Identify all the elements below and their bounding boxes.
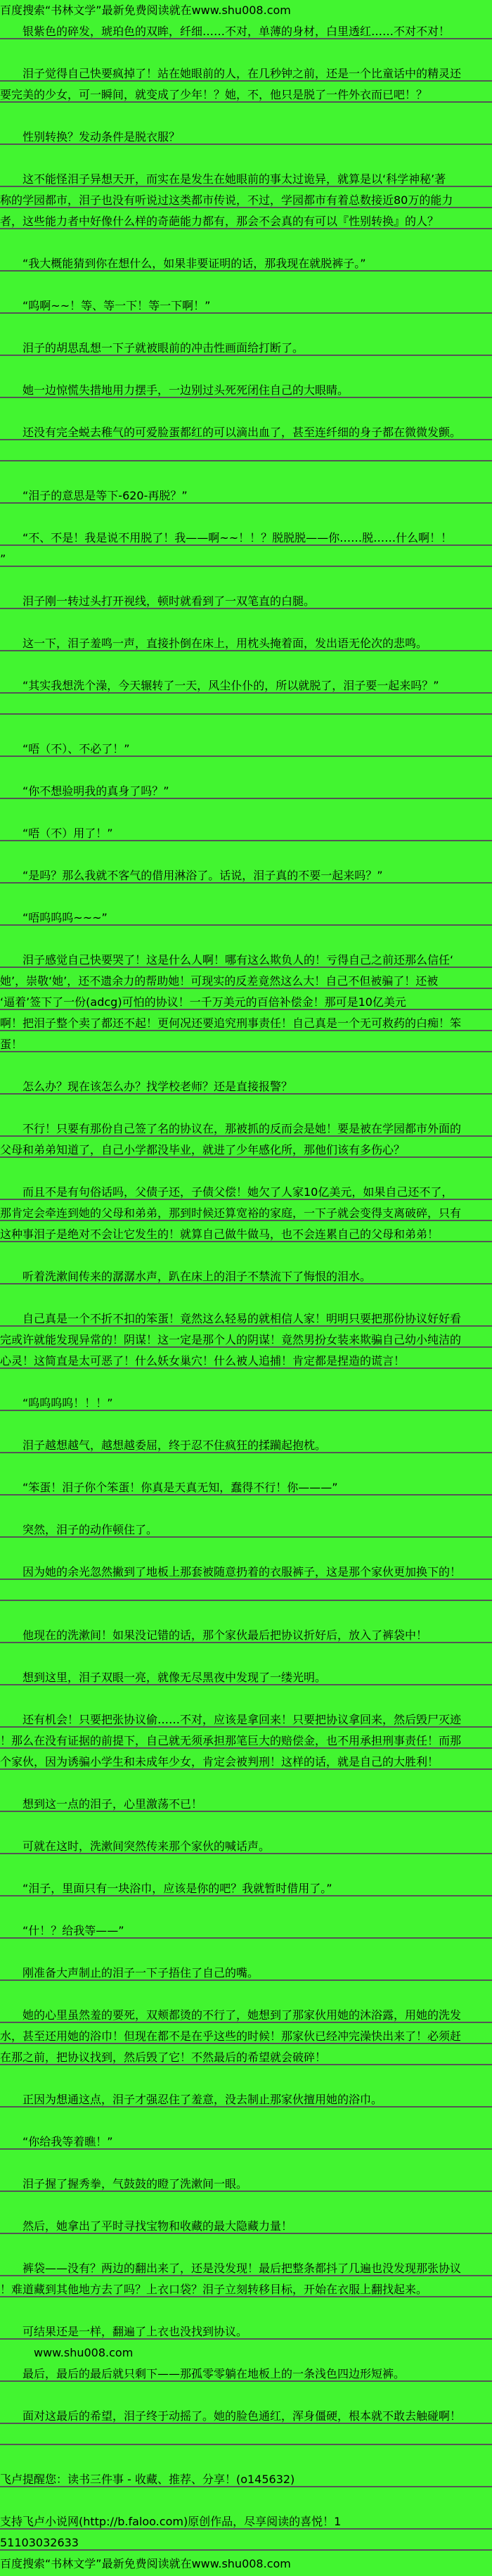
footer-support-line: 51103032633 xyxy=(0,2532,492,2553)
blank-line xyxy=(0,359,492,380)
blank-line xyxy=(0,570,492,591)
text-line: 者，这些能力者中好像什么样的奇葩能力都有，那会不会真的有可以『性别转换』的人？ xyxy=(0,211,492,232)
text-line: 还没有完全蜕去稚气的可爱脸蛋都红的可以滴出血了，甚至连纤细的身子都在微微发颤。 xyxy=(0,422,492,443)
blank-line xyxy=(0,1773,492,1794)
text-line: 不行！只要有那份自己签了名的协议在，那被抓的反而会是她！要是被在学园都市外面的 xyxy=(0,1118,492,1140)
text-line: 要完美的少女，可一瞬间，就变成了少年！？她，不，他只是脱了一件外衣而已吧！？ xyxy=(0,84,492,106)
text-line: 可就在这时，洗漱间突然传来那个家伙的喊话声。 xyxy=(0,1836,492,1857)
text-line: 个家伙，因为诱骗小学生和未成年少女，肯定会被判刑！这样的话，就是自己的大胜利！ xyxy=(0,1752,492,1773)
text-line: 听着洗漱间传来的潺潺水声，趴在床上的泪子不禁流下了悔恨的泪水。 xyxy=(0,1266,492,1287)
text-line: 还有机会！只要把张协议偷……不对，应该是拿回来！只要把协议拿回来，然后毁尸灭迹 xyxy=(0,1709,492,1730)
blank-line xyxy=(0,1498,492,1519)
text-line: “泪子的意思是等下-620-再脱？” xyxy=(0,485,492,506)
text-line: 啊！把泪子整个卖了都还不起！更何况还要追究刑事责任！自己真是一个无可救药的白痴！笨 xyxy=(0,1013,492,1034)
blank-line xyxy=(0,2300,492,2321)
text-line: ” xyxy=(0,549,492,570)
blank-line xyxy=(0,1815,492,1836)
text-line: 她’，崇敬‘她’，还不遗余力的帮助她！可现实的反差竟然这么大！自己不但被骗了！还被 xyxy=(0,971,492,992)
blank-line xyxy=(0,2110,492,2131)
blank-line xyxy=(0,2068,492,2089)
blank-line xyxy=(0,106,492,127)
text-line: “是吗？那么我就不客气的借用淋浴了。话说，泪子真的不要一起来吗？” xyxy=(0,865,492,886)
text-line: 他现在的洗漱间！如果没记错的话，那个家伙最后把协议折好后，放入了裤袋中！ xyxy=(0,1625,492,1646)
text-line: 泪子感觉自己快要哭了！这是什么人啊！哪有这么欺负人的！亏得自己之前还那么信任‘ xyxy=(0,950,492,971)
text-line: “其实我想洗个澡，今天辗转了一天，风尘仆仆的，所以就脱了，泪子要一起来吗？” xyxy=(0,675,492,696)
blank-line xyxy=(0,654,492,675)
blank-line xyxy=(0,1646,492,1667)
blank-line xyxy=(0,42,492,63)
text-line: 她的心里虽然羞的要死，双颊都烫的不行了，她想到了那家伙用她的沐浴露，用她的洗发 xyxy=(0,2005,492,2026)
blank-line xyxy=(0,2448,492,2469)
text-line: 称的学园都市，泪子也没有听说过这类都市传说，不过，学园都市有着总数接近80万的能力 xyxy=(0,190,492,211)
text-line: 泪子握了握秀拳，气鼓鼓的瞪了洗漱间一眼。 xyxy=(0,2174,492,2195)
text-line: 而且不是有句俗话吗，父债子还，子债父偿！她欠了人家10亿美元，如果自己还不了， xyxy=(0,1182,492,1203)
text-line: 然后，她拿出了平时寻找宝物和收藏的最大隐藏力量！ xyxy=(0,2216,492,2237)
text-line: 自己真是一个不折不扣的笨蛋！竟然这么轻易的就相信人家！明明只要把那份协议好好看 xyxy=(0,1308,492,1330)
blank-line xyxy=(0,760,492,781)
blank-line xyxy=(0,464,492,485)
blank-line xyxy=(0,401,492,422)
text-line: 面对这最后的希望，泪子终于动摇了。她的脸色通红，浑身僵硬，根本就不敢去触碰啊！ xyxy=(0,2406,492,2427)
text-line: “唔（不）、不必了！” xyxy=(0,739,492,760)
blank-line xyxy=(0,886,492,907)
text-line: 想到这一点的泪子，心里激荡不已！ xyxy=(0,1794,492,1815)
text-line: 泪子刚一转过头打开视线，顿时就看到了一双笔直的白腿。 xyxy=(0,591,492,612)
blank-line xyxy=(0,317,492,338)
separator-rule xyxy=(0,696,492,718)
blank-line xyxy=(0,1899,492,1920)
blank-line xyxy=(0,1055,492,1076)
text-line: 这不能怪泪子异想天开，而实在是发生在她眼前的事太过诡异，就算是以‘科学神秘’著 xyxy=(0,169,492,190)
text-line: “泪子，里面只有一块浴巾，应该是你的吧？我就暂时借用了。” xyxy=(0,1878,492,1899)
blank-line xyxy=(0,1161,492,1182)
text-line: 正因为想通这点，泪子才强忍住了羞意，没去制止那家伙擅用她的浴巾。 xyxy=(0,2089,492,2110)
text-line: “笨蛋！泪子你个笨蛋！你真是天真无知，蠢得不行！你———” xyxy=(0,1477,492,1498)
blank-line xyxy=(0,1456,492,1477)
text-line: 泪子觉得自己快要疯掉了！站在她眼前的人，在几秒钟之前，还是一个比童话中的精灵还 xyxy=(0,63,492,84)
text-line: “什！？给我等——” xyxy=(0,1920,492,1941)
text-line: 泪子的胡思乱想一下子就被眼前的冲击性画面给打断了。 xyxy=(0,338,492,359)
text-line: 银紫色的碎发，琥珀色的双眸，纤细……不对，单薄的身材，白里透红……不对不对！ xyxy=(0,21,492,42)
text-line: 刚准备大声制止的泪子一下子捂住了自己的嘴。 xyxy=(0,1963,492,1984)
text-line: “唔（不）用了！” xyxy=(0,823,492,844)
text-line: 想到这里，泪子双眼一亮，就像无尽黑夜中发现了一缕光明。 xyxy=(0,1667,492,1688)
blank-line xyxy=(0,2490,492,2511)
text-line: 泪子越想越气，越想越委屈，终于忍不住疯狂的揉躏起抱枕。 xyxy=(0,1435,492,1456)
blank-line xyxy=(0,929,492,950)
text-line: 在那之前，把协议找到，然后毁了它！不然最后的希望就会破碎！ xyxy=(0,2047,492,2068)
separator-rule xyxy=(0,443,492,464)
text-line: 因为她的余光忽然撇到了地板上那套被随意扔着的衣服裤子，这是那个家伙更加换下的！ xyxy=(0,1562,492,1583)
text-line: 性别转换？发动条件是脱衣服？ xyxy=(0,127,492,148)
blank-line xyxy=(0,2195,492,2216)
blank-line xyxy=(0,1857,492,1878)
blank-line xyxy=(0,232,492,253)
blank-line xyxy=(0,1245,492,1266)
text-line: “唔呜呜呜~~~” xyxy=(0,907,492,929)
footer-promo-line: 百度搜索“书林文学”最新免费阅读就在www.shu008.com xyxy=(0,2557,291,2570)
text-line: 怎么办？现在该怎么办？找学校老师？还是直接报警？ xyxy=(0,1076,492,1097)
text-line: ！难道藏到其他地方去了吗？上衣口袋？泪子立刻转移目标，开始在衣服上翻找起来。 xyxy=(0,2279,492,2300)
blank-line xyxy=(0,506,492,528)
footer-support-line: 支持飞卢小说网(http://b.faloo.com)原创作品，尽享阅读的喜悦！1 xyxy=(0,2511,492,2532)
text-line: 可结果还是一样，翻遍了上衣也没找到协议。 xyxy=(0,2321,492,2342)
text-line: 蛋！ xyxy=(0,1034,492,1055)
blank-line xyxy=(0,2153,492,2174)
blank-line xyxy=(0,2237,492,2258)
text-line: 突然，泪子的动作顿住了。 xyxy=(0,1519,492,1541)
text-line: 裤袋——没有？两边的翻出来了，还是没发现！最后把整条都抖了几遍也没发现那张协议 xyxy=(0,2258,492,2279)
text-line: 完或许就能发现异常的！阴谋！这一定是那个人的阴谋！竟然男扮女装来欺骗自己幼小纯洁的 xyxy=(0,1330,492,1351)
blank-line xyxy=(0,612,492,633)
blank-line xyxy=(0,1941,492,1963)
text-line: 水，甚至还用她的浴巾！但现在都不是在乎这些的时候！那家伙已经冲完澡快出来了！必须赶 xyxy=(0,2026,492,2047)
blank-line xyxy=(0,1287,492,1308)
text-line: 这种事泪子是绝对不会让它发生的！就算自己做牛做马，也不会连累自己的父母和弟弟！ xyxy=(0,1224,492,1245)
blank-line xyxy=(0,844,492,865)
text-line: 那肯定会牵连到她的父母和弟弟，那到时候还算宽裕的家庭，一下子就会变得支离破碎，只有 xyxy=(0,1203,492,1224)
blank-line xyxy=(0,1984,492,2005)
text-line: 她一边惊慌失措地用力摆手，一边别过头死死闭住自己的大眼睛。 xyxy=(0,380,492,401)
text-line: 父母和弟弟知道了，自己小学都没毕业，就进了少年感化所，那他们该有多伤心？ xyxy=(0,1140,492,1161)
footer-reminder-line: 飞卢提醒您：读书三件事 - 收藏、推荐、分享！(o145632) xyxy=(0,2469,492,2490)
text-line: “呜呜呜呜！！！” xyxy=(0,1393,492,1414)
header-promo-line: 百度搜索“书林文学”最新免费阅读就在www.shu008.com xyxy=(0,4,291,17)
blank-line xyxy=(0,1414,492,1435)
text-line: “你给我等着瞧！” xyxy=(0,2131,492,2153)
blank-line xyxy=(0,1541,492,1562)
text-line: “我大概能猜到你在想什么，如果非要证明的话，那我现在就脱裤子。” xyxy=(0,253,492,274)
text-line: ‘逼着’签下了一份(adcg)可怕的协议！一千万美元的百倍补偿金！那可是10亿美元 xyxy=(0,992,492,1013)
blank-line xyxy=(0,2385,492,2406)
text-line: “呜啊~~！等、等一下！等一下啊！” xyxy=(0,295,492,317)
text-line: 这一下，泪子羞鸣一声，直接扑倒在床上，用枕头掩着面，发出语无伦次的悲鸣。 xyxy=(0,633,492,654)
text-line: 最后，最后的最后就只剩下——那孤零零躺在地板上的一条浅色四边形短裤。 xyxy=(0,2364,492,2385)
blank-line xyxy=(0,148,492,169)
blank-line xyxy=(0,802,492,823)
text-line: ！那么在没有证据的前提下，自己就无须承担那笔巨大的赔偿金，也不用承担刑事责任！而那 xyxy=(0,1730,492,1752)
text-line: 心灵！这简直是太可恶了！什么妖女巢穴！什么被人追捕！肯定都是捏造的谎言！ xyxy=(0,1351,492,1372)
watermark-url-line: www.shu008.com xyxy=(34,2346,134,2359)
separator-rule xyxy=(0,2427,492,2448)
text-line: “不、不是！我是说不用脱了！我——啊~~！！？脱脱脱——你……脱……什么啊！！ xyxy=(0,528,492,549)
blank-line xyxy=(0,1604,492,1625)
blank-line xyxy=(0,1097,492,1118)
separator-rule xyxy=(0,1583,492,1604)
blank-line xyxy=(0,274,492,295)
text-line: “你不想验明我的真身了吗？” xyxy=(0,781,492,802)
blank-line xyxy=(0,1372,492,1393)
blank-line xyxy=(0,718,492,739)
blank-line xyxy=(0,1688,492,1709)
